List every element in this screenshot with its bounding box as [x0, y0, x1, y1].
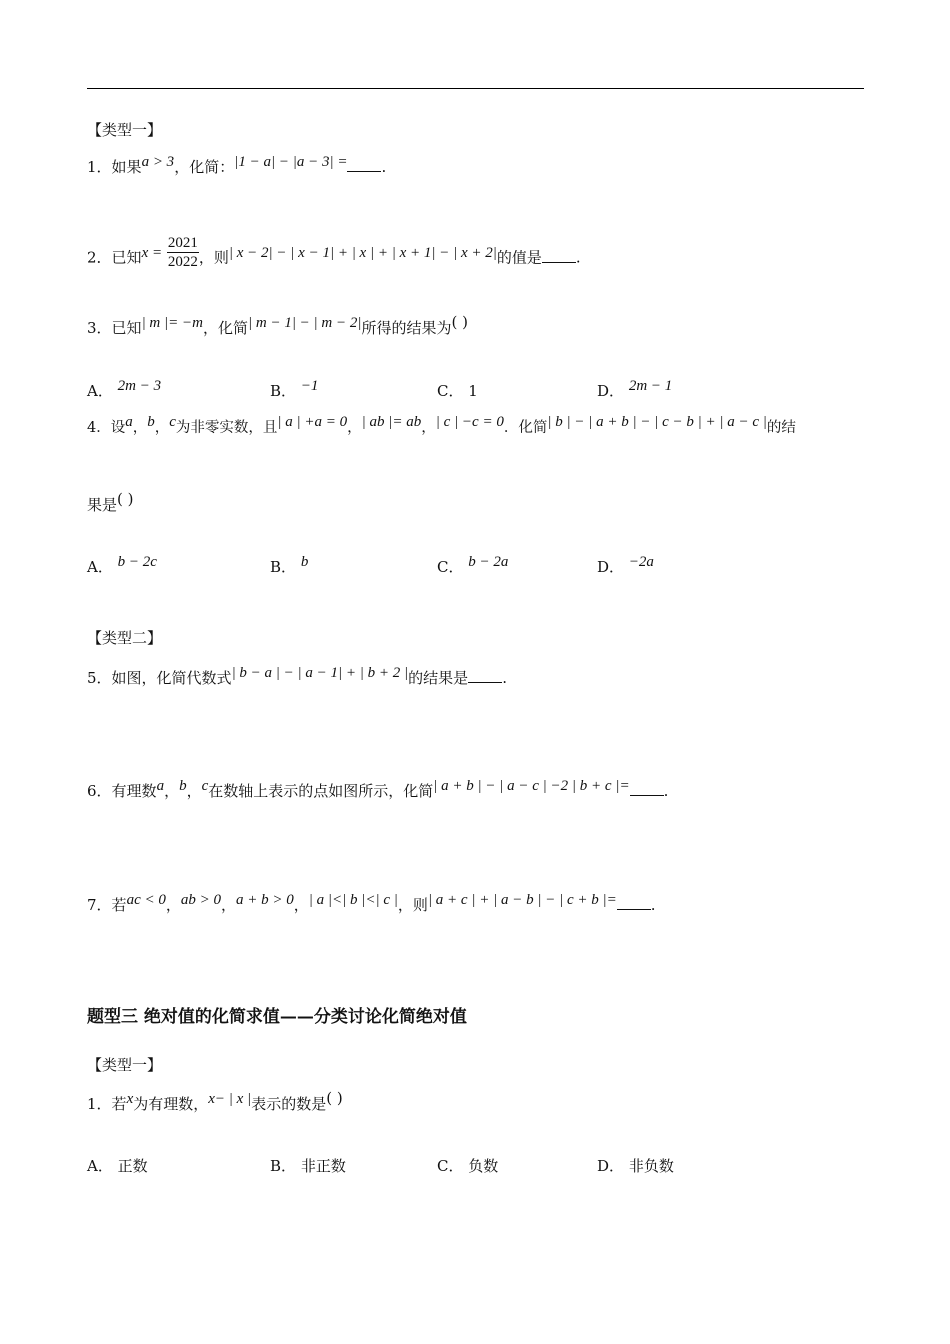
type1-header-2: 【类型一】 [87, 1056, 163, 1074]
question-7: 7．若ac < 0，ab > 0，a + b > 0，| a |<| b |<| c |，则| a + c | + | a − b | − | c + b |= . [87, 892, 656, 914]
top-rule [87, 88, 864, 89]
question-8: 1．若x为有理数，x− | x |表示的数是( ) [87, 1089, 343, 1113]
answer-paren: ( ) [326, 1089, 343, 1107]
q4-option-b: B． b [270, 554, 309, 576]
type1-header: 【类型一】 [87, 121, 163, 139]
question-3: 3．已知| m |= −m，化简| m − 1| − | m − 2|所得的结果为( ) [87, 313, 469, 337]
q4-option-d: D． −2a [597, 554, 654, 576]
math-expression: | b | − | a + b | − | c − b | + | a − c | [547, 414, 767, 430]
q3-option-d: D． 2m − 1 [597, 378, 673, 400]
q4-option-c: C． b − 2a [437, 554, 509, 576]
math-expression: | a + c | + | a − b | − | c + b |= [427, 892, 617, 908]
question-5: 5．如图，化简代数式| b − a | − | a − 1| + | b + 2 |的结果是 . [87, 665, 507, 687]
math-expression: | b − a | − | a − 1| + | b + 2 | [231, 665, 409, 681]
q3-option-c: C． 1 [437, 382, 478, 400]
question-2: 2．已知x = $\frac{2021}{2022}$ ，则| x − 2| − | x − 1| + | x | + | x + 1| − | x + 2|的值是 . [87, 235, 581, 270]
q3-option-a: A． 2m − 3 [87, 378, 162, 400]
q8-option-b: B． 非正数 [270, 1157, 346, 1175]
answer-paren: ( ) [117, 490, 134, 508]
math-expression: x− | x | [208, 1091, 252, 1107]
answer-paren: ( ) [451, 313, 469, 331]
answer-blank [468, 668, 502, 683]
answer-blank [542, 248, 576, 263]
answer-blank [617, 895, 651, 910]
math-expression: |1 − a| − |a − 3| = [234, 154, 348, 170]
q8-option-d: D． 非负数 [597, 1157, 674, 1175]
math-condition: a > 3 [141, 154, 175, 170]
q3-option-b: B． −1 [270, 378, 319, 400]
question-4-line2: 果是( ) [87, 490, 134, 514]
answer-blank [347, 157, 381, 172]
answer-blank [630, 781, 664, 796]
math-expression: | x − 2| − | x − 1| + | x | + | x + 1| − | x + 2| [228, 244, 497, 261]
question-1: 1．如果a > 3，化简：|1 − a| − |a − 3| = . [87, 154, 387, 176]
fraction: $\frac{2021}{2022}$ [167, 235, 198, 270]
math-expression: | m − 1| − | m − 2| [247, 315, 362, 331]
math-expression: | a + b | − | a − c | −2 | b + c |= [433, 778, 630, 794]
question-4: 4．设a，b，c为非零实数，且| a | +a = 0，| ab |= ab，| c | −c = 0．化简| b | − | a + b | − | c − b | + | a − c |的结 [87, 414, 796, 436]
q4-option-a: A． b − 2c [87, 554, 157, 576]
q8-option-a: A． 正数 [87, 1157, 148, 1175]
type2-header: 【类型二】 [87, 629, 163, 647]
q8-option-c: C． 负数 [437, 1157, 499, 1175]
question-6: 6．有理数a，b，c在数轴上表示的点如图所示，化简| a + b | − | a − c | −2 | b + c |= . [87, 778, 669, 800]
section-3-title: 题型三 绝对值的化简求值——分类讨论化简绝对值 [87, 1007, 467, 1027]
